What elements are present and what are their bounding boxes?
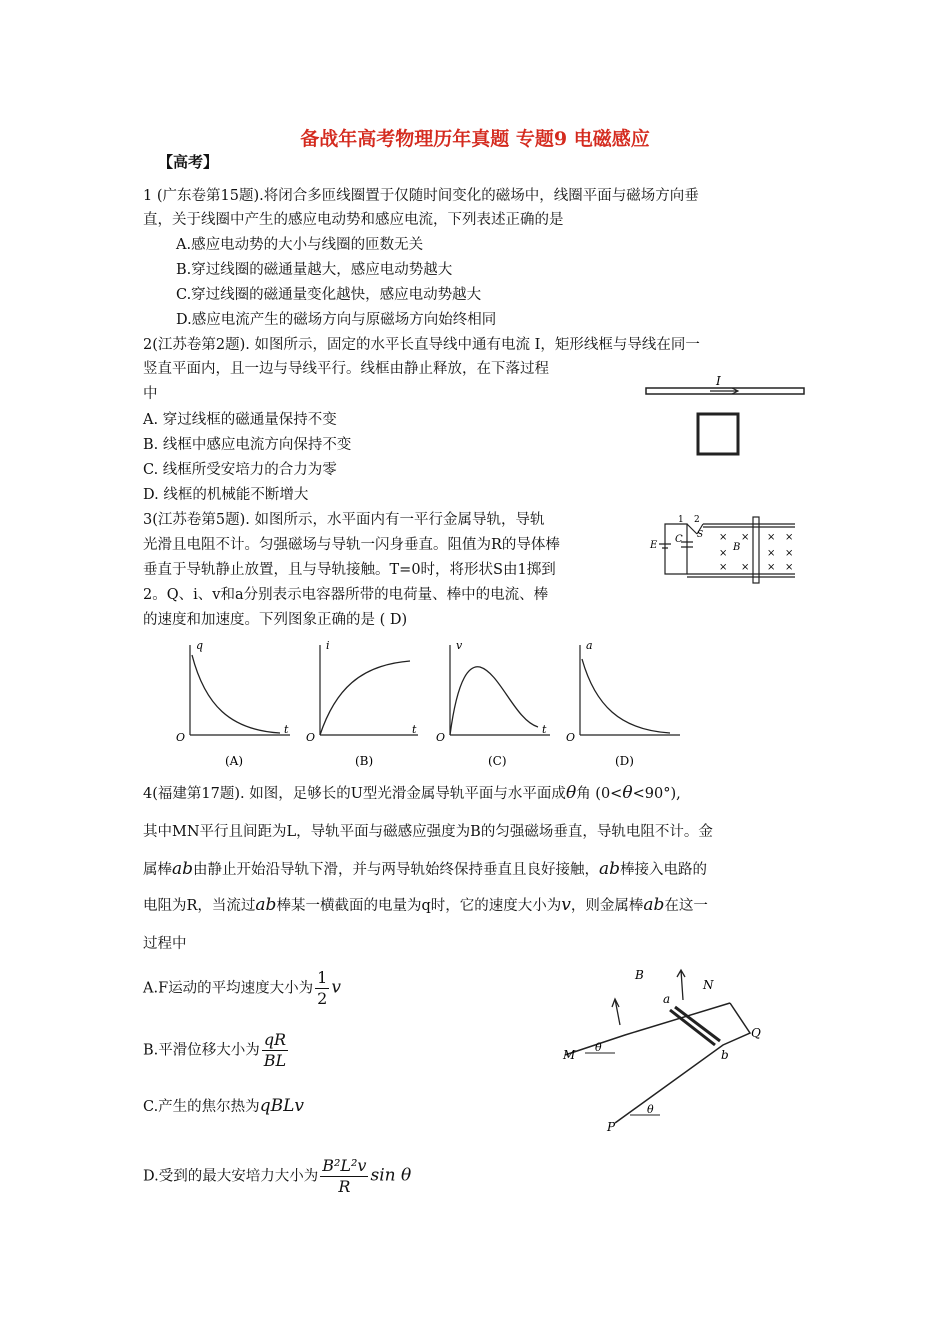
- current-arrow: [710, 388, 738, 394]
- q4-option-b-text: B.平滑位移大小为: [143, 1042, 260, 1059]
- q1-option-c: C.穿过线圈的磁通量变化越快，感应电动势越大: [176, 287, 482, 303]
- graph-b-xlabel: t: [412, 723, 417, 736]
- graph-d-curve: [582, 659, 670, 733]
- q3-stem-line3: 垂直于导轨静止放置，且与导轨接触。T=0时，将形状S由1掷到: [143, 562, 556, 578]
- graph-d: [566, 639, 680, 768]
- capacitor-label: C: [675, 534, 683, 545]
- q2-stem-line1: 2(江苏卷第2题). 如图所示，固定的水平长直导线中通有电流 I，矩形线框与导线在同一: [143, 337, 700, 353]
- q4-option-c: [143, 1094, 304, 1119]
- q2-option-c: C. 线框所受安培力的合力为零: [143, 462, 337, 478]
- ab-symbol: ab: [172, 859, 194, 879]
- q3-circuit-figure: [645, 512, 805, 587]
- label-theta-1: θ: [595, 1041, 602, 1054]
- graph-c-xlabel: t: [542, 723, 547, 736]
- q4-stem-line2: 其中MN平行且间距为L，导轨平面与磁感应强度为B的匀强磁场垂直，导轨电阻不计。金: [143, 824, 713, 840]
- graph-d-origin: O: [566, 731, 576, 744]
- graph-c-caption: (C): [488, 754, 507, 768]
- q3-stem-line2: 光滑且电阻不计。匀强磁场与导轨一闪身垂直。阻值为R的导体棒: [143, 537, 560, 553]
- switch-pos-2: 2: [694, 515, 700, 525]
- graph-a-ylabel: q: [196, 639, 204, 652]
- graph-a: [176, 639, 290, 768]
- ab-symbol: ab: [599, 859, 621, 879]
- q1-stem-line1: 1 (广东卷第15题).将闭合多匝线圈置于仅随时间变化的磁场中，线圈平面与磁场方向垂: [143, 188, 699, 204]
- graph-b-caption: (B): [355, 754, 374, 768]
- q3-stem-line4: 2。Q、i、v和a分别表示电容器所带的电荷量、棒中的电流、棒: [143, 587, 549, 603]
- q3-stem-line1: 3(江苏卷第5题). 如图所示，水平面内有一平行金属导轨，导轨: [143, 512, 545, 528]
- theta-symbol: θ: [565, 783, 577, 803]
- q1-stem-line2: 直，关于线圈中产生的感应电动势和感应电流，下列表述正确的是: [143, 212, 564, 228]
- graph-b-origin: O: [306, 731, 316, 744]
- q1-option-a: A.感应电动势的大小与线圈的匝数无关: [176, 237, 424, 253]
- fraction-half: [315, 968, 329, 1009]
- field-cross: ×: [767, 532, 776, 543]
- q4-option-c-text: C.产生的焦尔热为: [143, 1099, 260, 1115]
- q4-stem-line3: [143, 856, 707, 883]
- section-heading: 【高考】: [158, 153, 219, 171]
- graph-a-origin: O: [176, 731, 186, 744]
- q4-option-a-text: A.F运动的平均速度大小为: [143, 980, 314, 997]
- q4-option-b: [143, 1030, 290, 1071]
- q4-text: 棒某一横截面的电量为q时，它的速度大小为: [276, 898, 562, 914]
- q4-option-d: [143, 1156, 411, 1197]
- q3-graphs: [170, 635, 690, 775]
- frac-num: B²L²v: [322, 1156, 367, 1175]
- field-cross: ×: [767, 548, 776, 559]
- q2-option-a: A. 穿过线框的磁通量保持不变: [143, 412, 337, 428]
- frac-den: 2: [317, 989, 328, 1008]
- field-cross: ×: [719, 562, 728, 573]
- q4-text: 电阻为R，当流过: [143, 898, 256, 914]
- graph-b-ylabel: i: [326, 639, 330, 652]
- field-cross: ×: [741, 562, 750, 573]
- label-theta-2: θ: [647, 1103, 654, 1116]
- q3-stem-line5: 的速度和加速度。下列图象正确的是 ( D): [143, 612, 408, 628]
- q4-option-d-text: D.受到的最大安培力大小为: [143, 1168, 319, 1185]
- graph-a-caption: (A): [225, 754, 244, 768]
- frac-num: 1: [317, 968, 328, 987]
- rod-ab: [670, 1007, 720, 1045]
- fraction-force: [320, 1156, 368, 1197]
- q4-option-a: [143, 968, 341, 1009]
- q4-stem-line1: [143, 780, 681, 807]
- label-n: N: [703, 978, 714, 992]
- field-label: B: [733, 542, 741, 553]
- graph-b-curve: [320, 661, 410, 735]
- graph-c-origin: O: [436, 731, 446, 744]
- q4-text: 棒接入电路的: [620, 862, 708, 878]
- current-label: I: [716, 374, 721, 388]
- rails: [565, 1003, 750, 1123]
- switch-pos-1: 1: [678, 515, 684, 525]
- v-symbol: v: [331, 977, 341, 998]
- theta-symbol: θ: [622, 783, 633, 803]
- label-b: b: [721, 1048, 729, 1062]
- graph-c: [436, 639, 550, 768]
- q4-rail-figure: [555, 955, 785, 1135]
- q4-text: <90°),: [632, 786, 681, 802]
- q4-text: 4(福建第17题). 如图，足够长的U型光滑金属导轨平面与水平面成: [143, 786, 566, 802]
- label-m: M: [563, 1048, 576, 1062]
- fraction-qr-bl: [262, 1030, 288, 1071]
- q4-text: 由静止开始沿导轨下滑，并与两导轨始终保持垂直且良好接触，: [193, 862, 600, 878]
- q2-stem-line2: 竖直平面内，且一边与导线平行。线框由静止释放，在下落过程: [143, 361, 549, 377]
- field-cross: ×: [741, 532, 750, 543]
- q4-text: ，则金属棒: [570, 898, 644, 914]
- q4-text: 在这一: [664, 898, 708, 914]
- graph-a-xlabel: t: [284, 723, 289, 736]
- q4-stem-line5: 过程中: [143, 936, 187, 952]
- sin-theta: sin θ: [370, 1165, 412, 1186]
- field-cross: ×: [785, 532, 794, 543]
- q4-text: 属棒: [143, 862, 172, 878]
- q2-option-d: D. 线框的机械能不断增大: [143, 487, 309, 503]
- frac-den: BL: [263, 1051, 287, 1070]
- field-arrows: [612, 970, 685, 1025]
- q2-stem-line3: 中: [143, 386, 158, 402]
- label-a: a: [663, 992, 671, 1006]
- q4-option-c-expr: qBLv: [259, 1096, 304, 1116]
- q1-option-d: D.感应电流产生的磁场方向与原磁场方向始终相同: [176, 312, 497, 328]
- field-cross: ×: [719, 548, 728, 559]
- switch-label: S: [697, 530, 704, 540]
- graph-c-ylabel: v: [456, 639, 463, 652]
- q1-option-b: B.穿过线圈的磁通量越大，感应电动势越大: [176, 262, 453, 278]
- label-b-field: B: [635, 968, 644, 982]
- graph-d-caption: (D): [615, 754, 634, 768]
- page-title: 备战年高考物理历年真题 专题9 电磁感应: [300, 128, 650, 150]
- ab-symbol: ab: [643, 895, 665, 915]
- field-cross: ×: [785, 548, 794, 559]
- label-q: Q: [751, 1026, 761, 1040]
- graph-d-ylabel: a: [586, 639, 593, 652]
- frac-den: R: [338, 1177, 351, 1196]
- loop: [698, 414, 738, 454]
- graph-a-curve: [192, 655, 280, 733]
- v-symbol: v: [561, 895, 571, 915]
- q4-text: 角 (0<: [576, 786, 623, 802]
- q4-stem-line4: [143, 892, 708, 919]
- field-cross: ×: [767, 562, 776, 573]
- q2-option-b: B. 线框中感应电流方向保持不变: [143, 437, 352, 453]
- field-cross: ×: [719, 532, 728, 543]
- field-cross: ×: [785, 562, 794, 573]
- graph-b: [306, 639, 418, 768]
- battery-label: E: [650, 540, 658, 551]
- graph-c-curve: [450, 667, 538, 735]
- ab-symbol: ab: [255, 895, 277, 915]
- label-p: P: [607, 1120, 616, 1134]
- frac-num: qR: [262, 1030, 288, 1051]
- q2-figure: [640, 372, 810, 462]
